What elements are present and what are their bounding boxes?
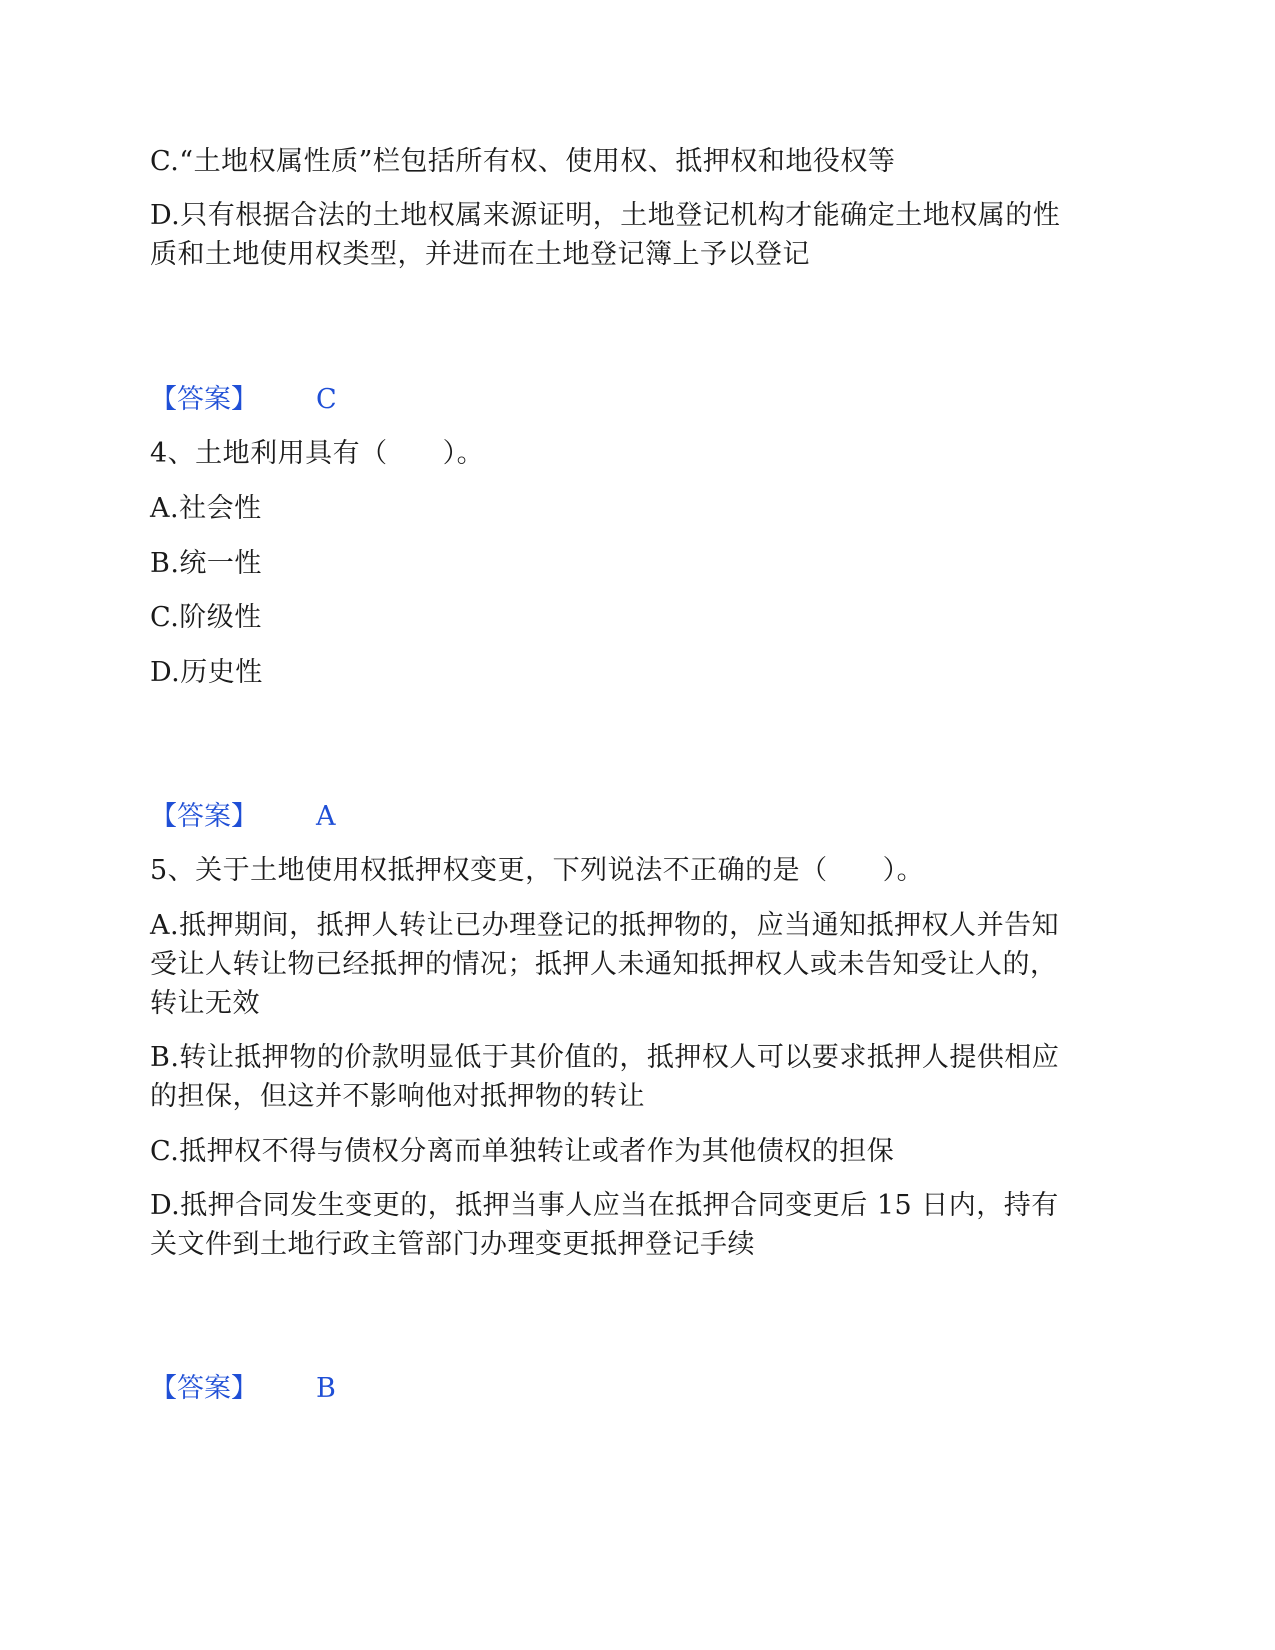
q5-option-d-line1: D.抵押合同发生变更的，抵押当事人应当在抵押合同变更后 15 日内，持有 — [150, 1190, 1059, 1221]
q5-option-b-line2: 的担保，但这并不影响他对抵押物的转让 — [150, 1081, 645, 1112]
q4-option-c: C.阶级性 — [150, 602, 262, 633]
q5-option-a-line2: 受让人转让物已经抵押的情况；抵押人未通知抵押权人或未告知受让人的， — [150, 949, 1058, 980]
q5-option-a-line1: A.抵押期间，抵押人转让已办理登记的抵押物的，应当通知抵押权人并告知 — [150, 910, 1060, 941]
q4-answer — [150, 801, 336, 833]
q4-question: 4、土地利用具有（ ）。 — [150, 438, 485, 469]
answer-label: 【答案】 — [150, 801, 258, 832]
q5-question: 5、关于土地使用权抵押权变更，下列说法不正确的是（ ）。 — [150, 855, 925, 886]
answer-label: 【答案】 — [150, 384, 258, 415]
q5-answer — [150, 1373, 336, 1405]
answer-value: A — [316, 801, 336, 832]
answer-value: B — [316, 1373, 336, 1404]
q4-option-b: B.统一性 — [150, 548, 262, 579]
q3-answer — [150, 384, 337, 416]
q5-option-c: C.抵押权不得与债权分离而单独转让或者作为其他债权的担保 — [150, 1136, 895, 1167]
q4-option-d: D.历史性 — [150, 657, 263, 688]
q4-option-a: A.社会性 — [150, 493, 262, 524]
answer-label: 【答案】 — [150, 1373, 258, 1404]
answer-value: C — [316, 384, 337, 415]
q5-option-d-line2: 关文件到土地行政主管部门办理变更抵押登记手续 — [150, 1229, 755, 1260]
q5-option-b-line1: B.转让抵押物的价款明显低于其价值的，抵押权人可以要求抵押人提供相应 — [150, 1042, 1060, 1073]
q3-option-c: C.“土地权属性质”栏包括所有权、使用权、抵押权和地役权等 — [150, 146, 896, 177]
q3-option-d-line2: 质和土地使用权类型，并进而在土地登记簿上予以登记 — [150, 239, 810, 270]
q5-option-a-line3: 转让无效 — [150, 988, 260, 1019]
q3-option-d-line1: D.只有根据合法的土地权属来源证明，土地登记机构才能确定土地权属的性 — [150, 200, 1061, 231]
